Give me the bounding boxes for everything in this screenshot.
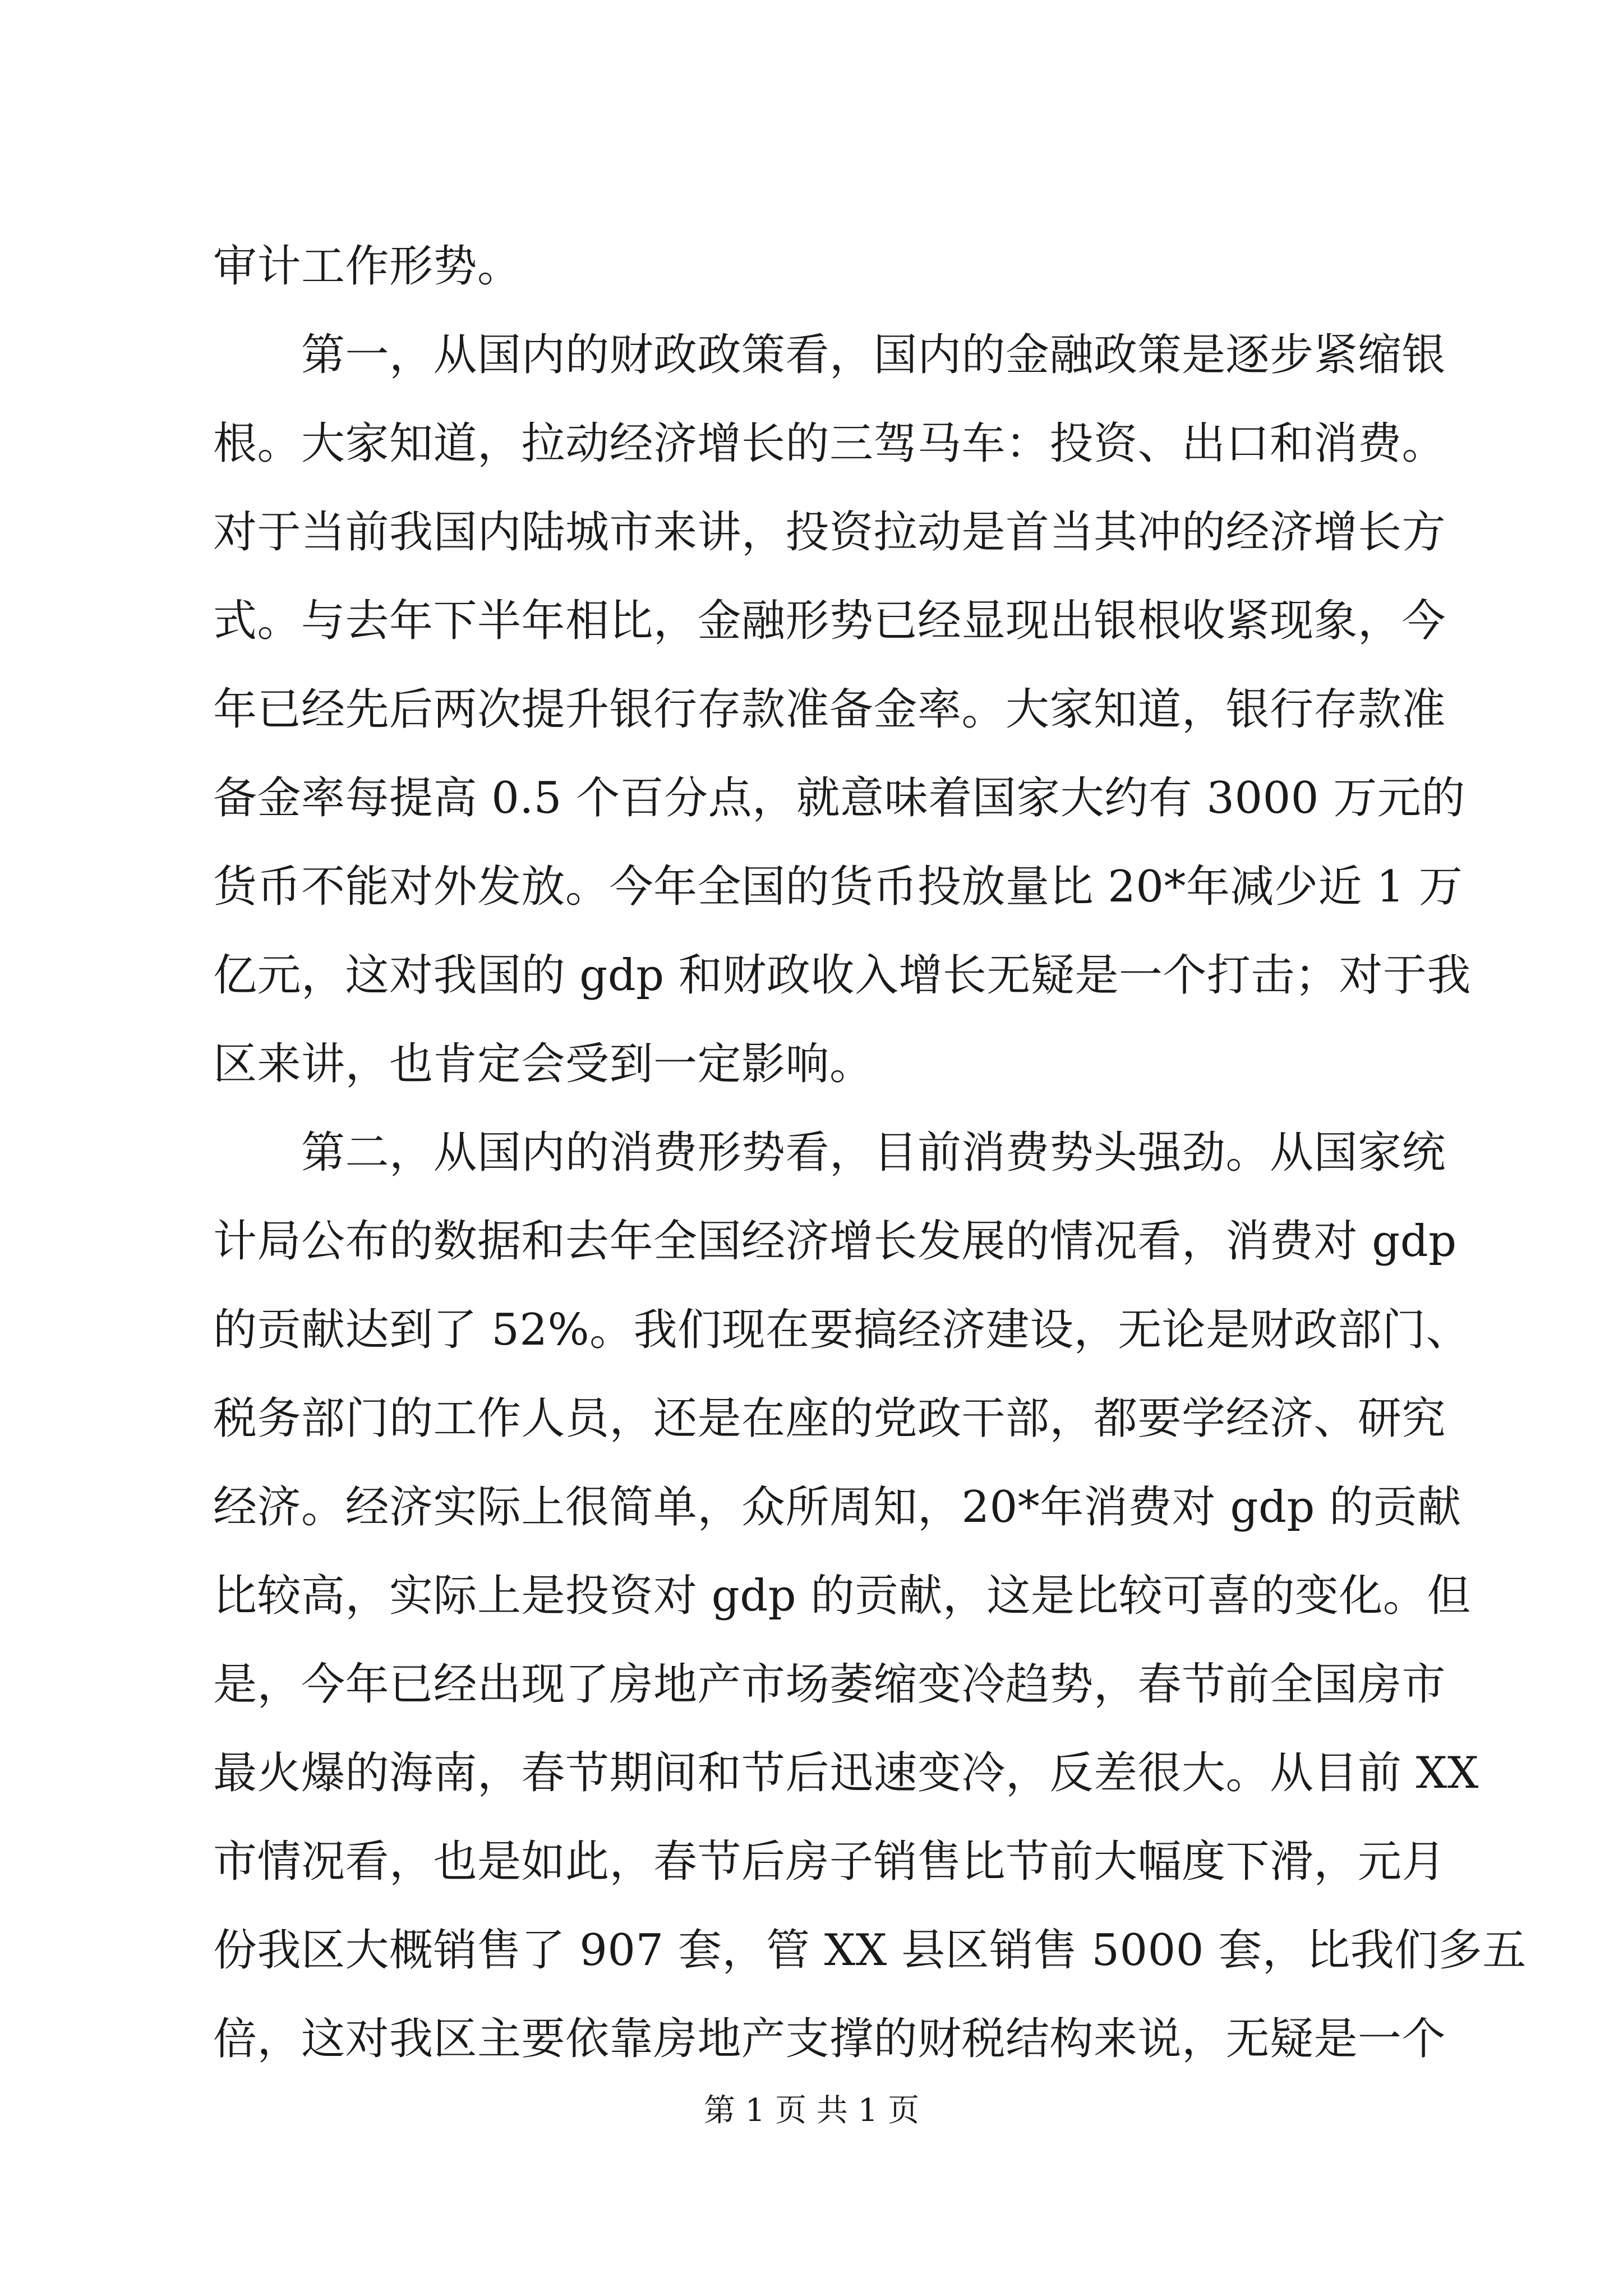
text-line: 经济。经济实际上很简单，众所周知，20*年消费对 gdp 的贡献	[213, 1482, 1461, 1533]
text-line: 对于当前我国内陆城市来讲，投资拉动是首当其冲的经济增长方	[213, 507, 1446, 558]
paragraph-1-first-line: 第一，从国内的财政政策看，国内的金融政策是逐步紧缩银	[301, 330, 1446, 380]
text-line: 审计工作形势。	[213, 241, 522, 292]
text-line: 倍，这对我区主要依靠房地产支撑的财税结构来说，无疑是一个	[213, 2014, 1446, 2064]
text-line: 根。大家知道，拉动经济增长的三驾马车：投资、出口和消费。	[213, 418, 1446, 469]
text-line: 区来讲，也肯定会受到一定影响。	[213, 1039, 874, 1089]
paragraph-2-first-line: 第二，从国内的消费形势看，目前消费势头强劲。从国家统	[301, 1128, 1446, 1178]
page-number-footer: 第 1 页 共 1 页	[703, 2092, 920, 2129]
text-line: 计局公布的数据和去年全国经济增长发展的情况看，消费对 gdp	[213, 1216, 1457, 1267]
text-line: 最火爆的海南，春节期间和节后迅速变冷，反差很大。从目前 XX	[213, 1748, 1479, 1798]
text-line: 货币不能对外发放。今年全国的货币投放量比 20*年减少近 1 万	[213, 862, 1463, 912]
text-line: 备金率每提高 0.5 个百分点，就意味着国家大约有 3000 万元的	[213, 773, 1465, 823]
text-line: 税务部门的工作人员，还是在座的党政干部，都要学经济、研究	[213, 1393, 1446, 1444]
text-line: 年已经先后两次提升银行存款准备金率。大家知道，银行存款准	[213, 684, 1446, 735]
text-line: 亿元，这对我国的 gdp 和财政收入增长无疑是一个打击；对于我	[213, 950, 1471, 1001]
text-line: 的贡献达到了 52%。我们现在要搞经济建设，无论是财政部门、	[213, 1305, 1470, 1355]
text-line: 是，今年已经出现了房地产市场萎缩变冷趋势，春节前全国房市	[213, 1659, 1446, 1710]
text-line: 份我区大概销售了 907 套，管 XX 县区销售 5000 套，比我们多五	[213, 1925, 1527, 1976]
text-line: 式。与去年下半年相比，金融形势已经显现出银根收紧现象，今	[213, 596, 1446, 646]
text-line: 市情况看，也是如此，春节后房子销售比节前大幅度下滑，元月	[213, 1837, 1446, 1887]
text-line: 比较高，实际上是投资对 gdp 的贡献，这是比较可喜的变化。但	[213, 1571, 1471, 1621]
